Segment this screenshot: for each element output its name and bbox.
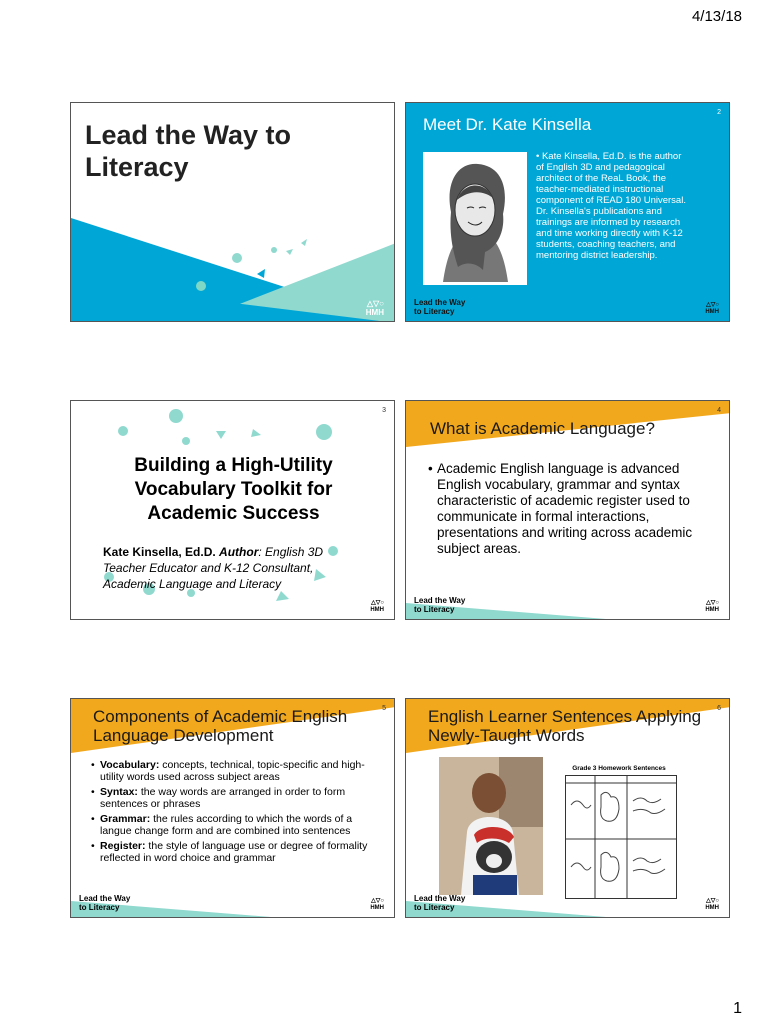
student-photo: [439, 757, 543, 895]
hmh-logo-icons: △▽○: [366, 299, 384, 308]
footer-logo: Lead the Way to Literacy: [414, 298, 466, 316]
slide-number: 3: [382, 407, 386, 414]
slide-number: 6: [717, 705, 721, 712]
page-number: 1: [733, 1000, 742, 1017]
list-item: • Vocabulary: concepts, technical, topic-specific and high-utility words used across subject areas: [91, 759, 371, 783]
bio-bullet: • Kate Kinsella, Ed.D. is the author of English 3D and pedagogical architect of the ReaL Book, the teacher-mediated instructional component of READ 180 Universal. Dr. Kinsella's publications and trainings are informed by research and time working directly with K-12 students, coaching teachers, and mentoring district leadership.: [536, 151, 686, 261]
hmh-logo: △▽○ HMH: [365, 299, 384, 317]
portrait-image: [423, 152, 527, 285]
slide-number: 2: [717, 109, 721, 116]
hmh-logo-icons: △▽○: [706, 600, 719, 606]
worksheet-table: [565, 775, 677, 899]
hmh-logo-icons: △▽○: [706, 302, 719, 308]
slide-title: Building a High-Utility Vocabulary Toolkit for Academic Success: [134, 455, 333, 524]
list-item: • Grammar: the rules according to which the words of a langue change form and are combined into sentences: [91, 813, 371, 837]
hmh-logo-icons: △▽○: [371, 600, 384, 606]
slide-title: Components of Academic English Language Development: [93, 707, 348, 745]
worksheet-title: Grade 3 Homework Sentences: [572, 765, 666, 772]
list-item: • Syntax: the way words are arranged in order to form sentences or phrases: [91, 786, 371, 810]
list-item: • Academic English language is advanced English vocabulary, grammar and syntax characteristic of academic register used to communicate in formal interactions, presentations and writing across academic subject areas.: [428, 461, 698, 557]
footer-logo: Lead the Way to Literacy: [414, 596, 466, 614]
slide-title: Meet Dr. Kate Kinsella: [423, 115, 592, 134]
slide-2: [405, 102, 730, 322]
bullet-list: [428, 461, 698, 560]
author-credit: Kate Kinsella, Ed.D. Author: English 3D Teacher Educator and K-12 Consultant, Academic Language and Literacy: [103, 545, 324, 591]
hmh-logo: △▽○ HMH: [705, 898, 719, 911]
date-header: 4/13/18: [691, 8, 742, 25]
footer-logo: Lead the Way to Literacy: [79, 894, 131, 912]
worksheet: [559, 765, 679, 901]
slide-title: Lead the Way to Literacy: [85, 120, 292, 182]
slide-title: What is Academic Language?: [430, 419, 655, 438]
hmh-logo: △▽○ HMH: [370, 898, 384, 911]
footer-logo: Lead the Way to Literacy: [414, 894, 466, 912]
slide-5: [70, 698, 395, 918]
hmh-logo: △▽○ HMH: [370, 600, 384, 613]
slide-4: [405, 400, 730, 620]
slide-6: [405, 698, 730, 918]
bullet-list: [91, 759, 371, 867]
slide-title: English Learner Sentences Applying Newly-Taught Words: [428, 707, 702, 745]
slide-1: [70, 102, 395, 322]
decorative-shapes: [71, 103, 395, 322]
list-item: • Register: the style of language use or degree of formality reflected in word choice and grammar: [91, 840, 371, 864]
hmh-logo: △▽○ HMH: [705, 600, 719, 613]
slide-number: 5: [382, 705, 386, 712]
slide-number: 4: [717, 407, 721, 414]
hmh-logo-icons: △▽○: [706, 898, 719, 904]
hmh-logo: △▽○ HMH: [705, 302, 719, 315]
hmh-logo-icons: △▽○: [371, 898, 384, 904]
slide-3: [70, 400, 395, 620]
